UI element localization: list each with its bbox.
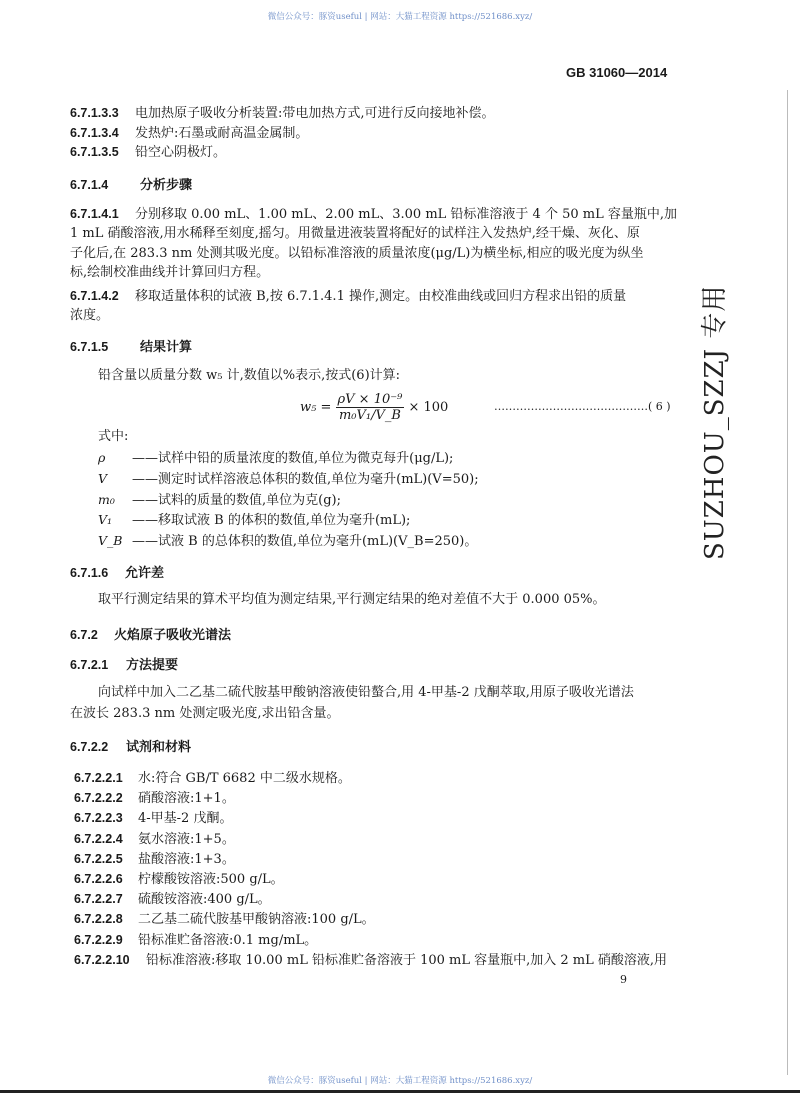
section-title: 火焰原子吸收光谱法 [114, 627, 232, 642]
clause-text: 铅空心阴极灯。 [135, 145, 227, 160]
section-heading-6716 [70, 565, 164, 582]
clause-text: ——试样中铅的质量浓度的数值,单位为微克每升(μg/L); [132, 451, 454, 466]
list-item [74, 911, 375, 928]
list-item [74, 891, 271, 908]
clause-number: 6.7.2.2.8 [74, 912, 123, 927]
clause-number: 6.7.2.2.3 [74, 811, 123, 826]
section-number: 6.7.1.4 [70, 178, 109, 192]
clause-number: 6.7.1.3.4 [70, 125, 119, 140]
clause-text: 铅标准溶液:移取 10.00 mL 铅标准贮备溶液于 100 mL 容量瓶中,加入 2 mL 硝酸溶液,用 [146, 952, 668, 968]
section-number: 6.7.2.1 [70, 658, 109, 672]
clause-number: 6.7.1.3.5 [70, 145, 119, 159]
watermark-top: 微信公众号：豚资useful | 网站：大猫工程资源 https://521686.xyz/ [267, 12, 533, 22]
clause-text: 硝酸溶液:1+1。 [138, 791, 235, 807]
section-title: 方法提要 [126, 657, 179, 672]
section-title: 试剂和材料 [126, 739, 192, 754]
clause-number: 6.7.2.2.7 [74, 892, 123, 907]
clause-number: 6.7.2.2.4 [74, 831, 123, 846]
clause-text: 二乙基二硫代胺基甲酸钠溶液:100 g/L。 [138, 912, 375, 928]
variable-definition [98, 471, 479, 488]
variable-definition [98, 492, 341, 509]
list-item [74, 932, 317, 949]
clause-number: 6.7.1.4.1 [70, 207, 119, 221]
stamp: SUZHOU_SZZJ 专用 [700, 284, 730, 560]
clause-number: 6.7.2.2.9 [74, 932, 123, 947]
list-item [70, 125, 308, 142]
para-text: 分别移取 0.00 mL、1.00 mL、2.00 mL、3.00 mL 铅标准溶液于 4 个 50 mL 容量瓶中,加 [135, 207, 677, 222]
clause-text: 硫酸铵溶液:400 g/L。 [138, 892, 271, 908]
section-heading-6714 [70, 177, 192, 194]
variable-symbol: V_B [98, 533, 123, 549]
formula-tail: × 100 [408, 400, 449, 415]
calc-intro: 铅含量以质量分数 w₅ 计,数值以%表示,按式(6)计算: [98, 368, 401, 383]
clause-number: 6.7.2.2.5 [74, 851, 123, 866]
denominator: m₀V₁/V_B [338, 408, 401, 423]
clause-number: 6.7.1.4.2 [70, 289, 119, 303]
clause-number: 6.7.1.3.3 [70, 106, 119, 120]
variable-definition [98, 512, 410, 529]
list-item [74, 871, 284, 888]
section-title: 分析步骤 [140, 177, 193, 192]
clause-number: 6.7.2.2.10 [74, 952, 130, 967]
variable-symbol: V₁ [98, 512, 113, 528]
list-item [70, 105, 495, 122]
variable-definition [98, 533, 477, 550]
list-item [74, 952, 667, 969]
clause-text: ——测定时试样溶液总体积的数值,单位为毫升(mL)(V=50); [132, 471, 479, 487]
list-item [74, 831, 235, 848]
clause-text: ——试液 B 的总体积的数值,单位为毫升(mL)(V_B=250)。 [132, 534, 478, 550]
section-number: 6.7.1.5 [70, 340, 109, 354]
variable-definition [98, 450, 453, 467]
para-text: 向试样中加入二乙基二硫代胺基甲酸钠溶液使铅螯合,用 4-甲基-2 戊酮萃取,用原子吸收光谱法 [98, 685, 634, 700]
list-item [74, 790, 235, 807]
variable-symbol: m₀ [98, 491, 115, 507]
clause-text: 柠檬酸铵溶液:500 g/L。 [138, 872, 284, 887]
page-bottom-edge [0, 1090, 800, 1093]
where-label: 式中: [98, 429, 129, 444]
variable-symbol: V [98, 470, 108, 486]
standard-number: GB 31060—2014 [566, 65, 668, 80]
clause-number: 6.7.2.2.6 [74, 872, 123, 886]
clause-text: 电加热原子吸收分析装置:带电加热方式,可进行反向接地补偿。 [135, 106, 495, 121]
clause-text: 盐酸溶液:1+3。 [138, 851, 235, 867]
clause-text: ——移取试液 B 的体积的数值,单位为毫升(mL); [132, 513, 411, 529]
para-67141-line1 [70, 206, 677, 223]
section-heading-6721 [70, 657, 178, 674]
clause-number: 6.7.2.2.1 [74, 771, 123, 785]
list-item [74, 851, 235, 868]
clause-text: 4-甲基-2 戊酮。 [138, 811, 233, 827]
list-item [74, 770, 351, 787]
page-number: 9 [620, 973, 627, 986]
variable-symbol: ρ [98, 450, 106, 465]
para-text: 1 mL 硝酸溶液,用水稀释至刻度,摇匀。用微量进液装置将配好的试样注入发热炉,经干燥、灰化、原 [70, 226, 640, 241]
section-heading-672 [70, 627, 231, 644]
clause-number: 6.7.2.2.2 [74, 791, 123, 806]
para-text: 取平行测定结果的算术平均值为测定结果,平行测定结果的绝对差值不大于 0.000 05%。 [98, 592, 606, 607]
list-item [74, 810, 232, 827]
clause-text: 铅标准贮备溶液:0.1 mg/mL。 [138, 932, 318, 948]
section-heading-6722 [70, 739, 191, 756]
section-number: 6.7.2.2 [70, 740, 109, 754]
para-text: 浓度。 [70, 308, 110, 323]
formula [300, 392, 448, 423]
formula-fraction [336, 392, 405, 423]
clause-text: 水:符合 GB/T 6682 中二级水规格。 [138, 771, 351, 786]
section-title: 允许差 [125, 565, 165, 580]
equation-number: ……………………………………( 6 ) [494, 400, 671, 413]
section-number: 6.7.1.6 [70, 566, 109, 580]
para-text: 在波长 283.3 nm 处测定吸光度,求出铅含量。 [70, 706, 340, 721]
para-text: 标,绘制校准曲线并计算回归方程。 [70, 265, 270, 280]
clause-text: ——试料的质量的数值,单位为克(g); [132, 492, 341, 508]
section-heading-6715 [70, 339, 192, 356]
list-item [70, 144, 226, 161]
numerator: ρV × 10⁻⁹ [337, 392, 403, 407]
section-number: 6.7.2 [70, 628, 98, 642]
formula-lhs: w₅ = [300, 400, 332, 415]
para-text: 移取适量体积的试液 B,按 6.7.1.4.1 操作,测定。由校准曲线或回归方程求出铅的质量 [135, 289, 627, 304]
section-title: 结果计算 [140, 339, 193, 354]
watermark-bottom: 微信公众号：豚资useful | 网站：大猫工程资源 https://521686.xyz/ [267, 1076, 533, 1086]
clause-text: 发热炉:石墨或耐高温金属制。 [135, 125, 309, 141]
para-text: 子化后,在 283.3 nm 处测其吸光度。以铅标准溶液的质量浓度(μg/L)为横坐标,相应的吸光度为纵坐 [70, 246, 644, 261]
para-67142-line1 [70, 288, 626, 305]
page-edge [787, 90, 788, 1075]
clause-text: 氨水溶液:1+5。 [138, 831, 235, 847]
